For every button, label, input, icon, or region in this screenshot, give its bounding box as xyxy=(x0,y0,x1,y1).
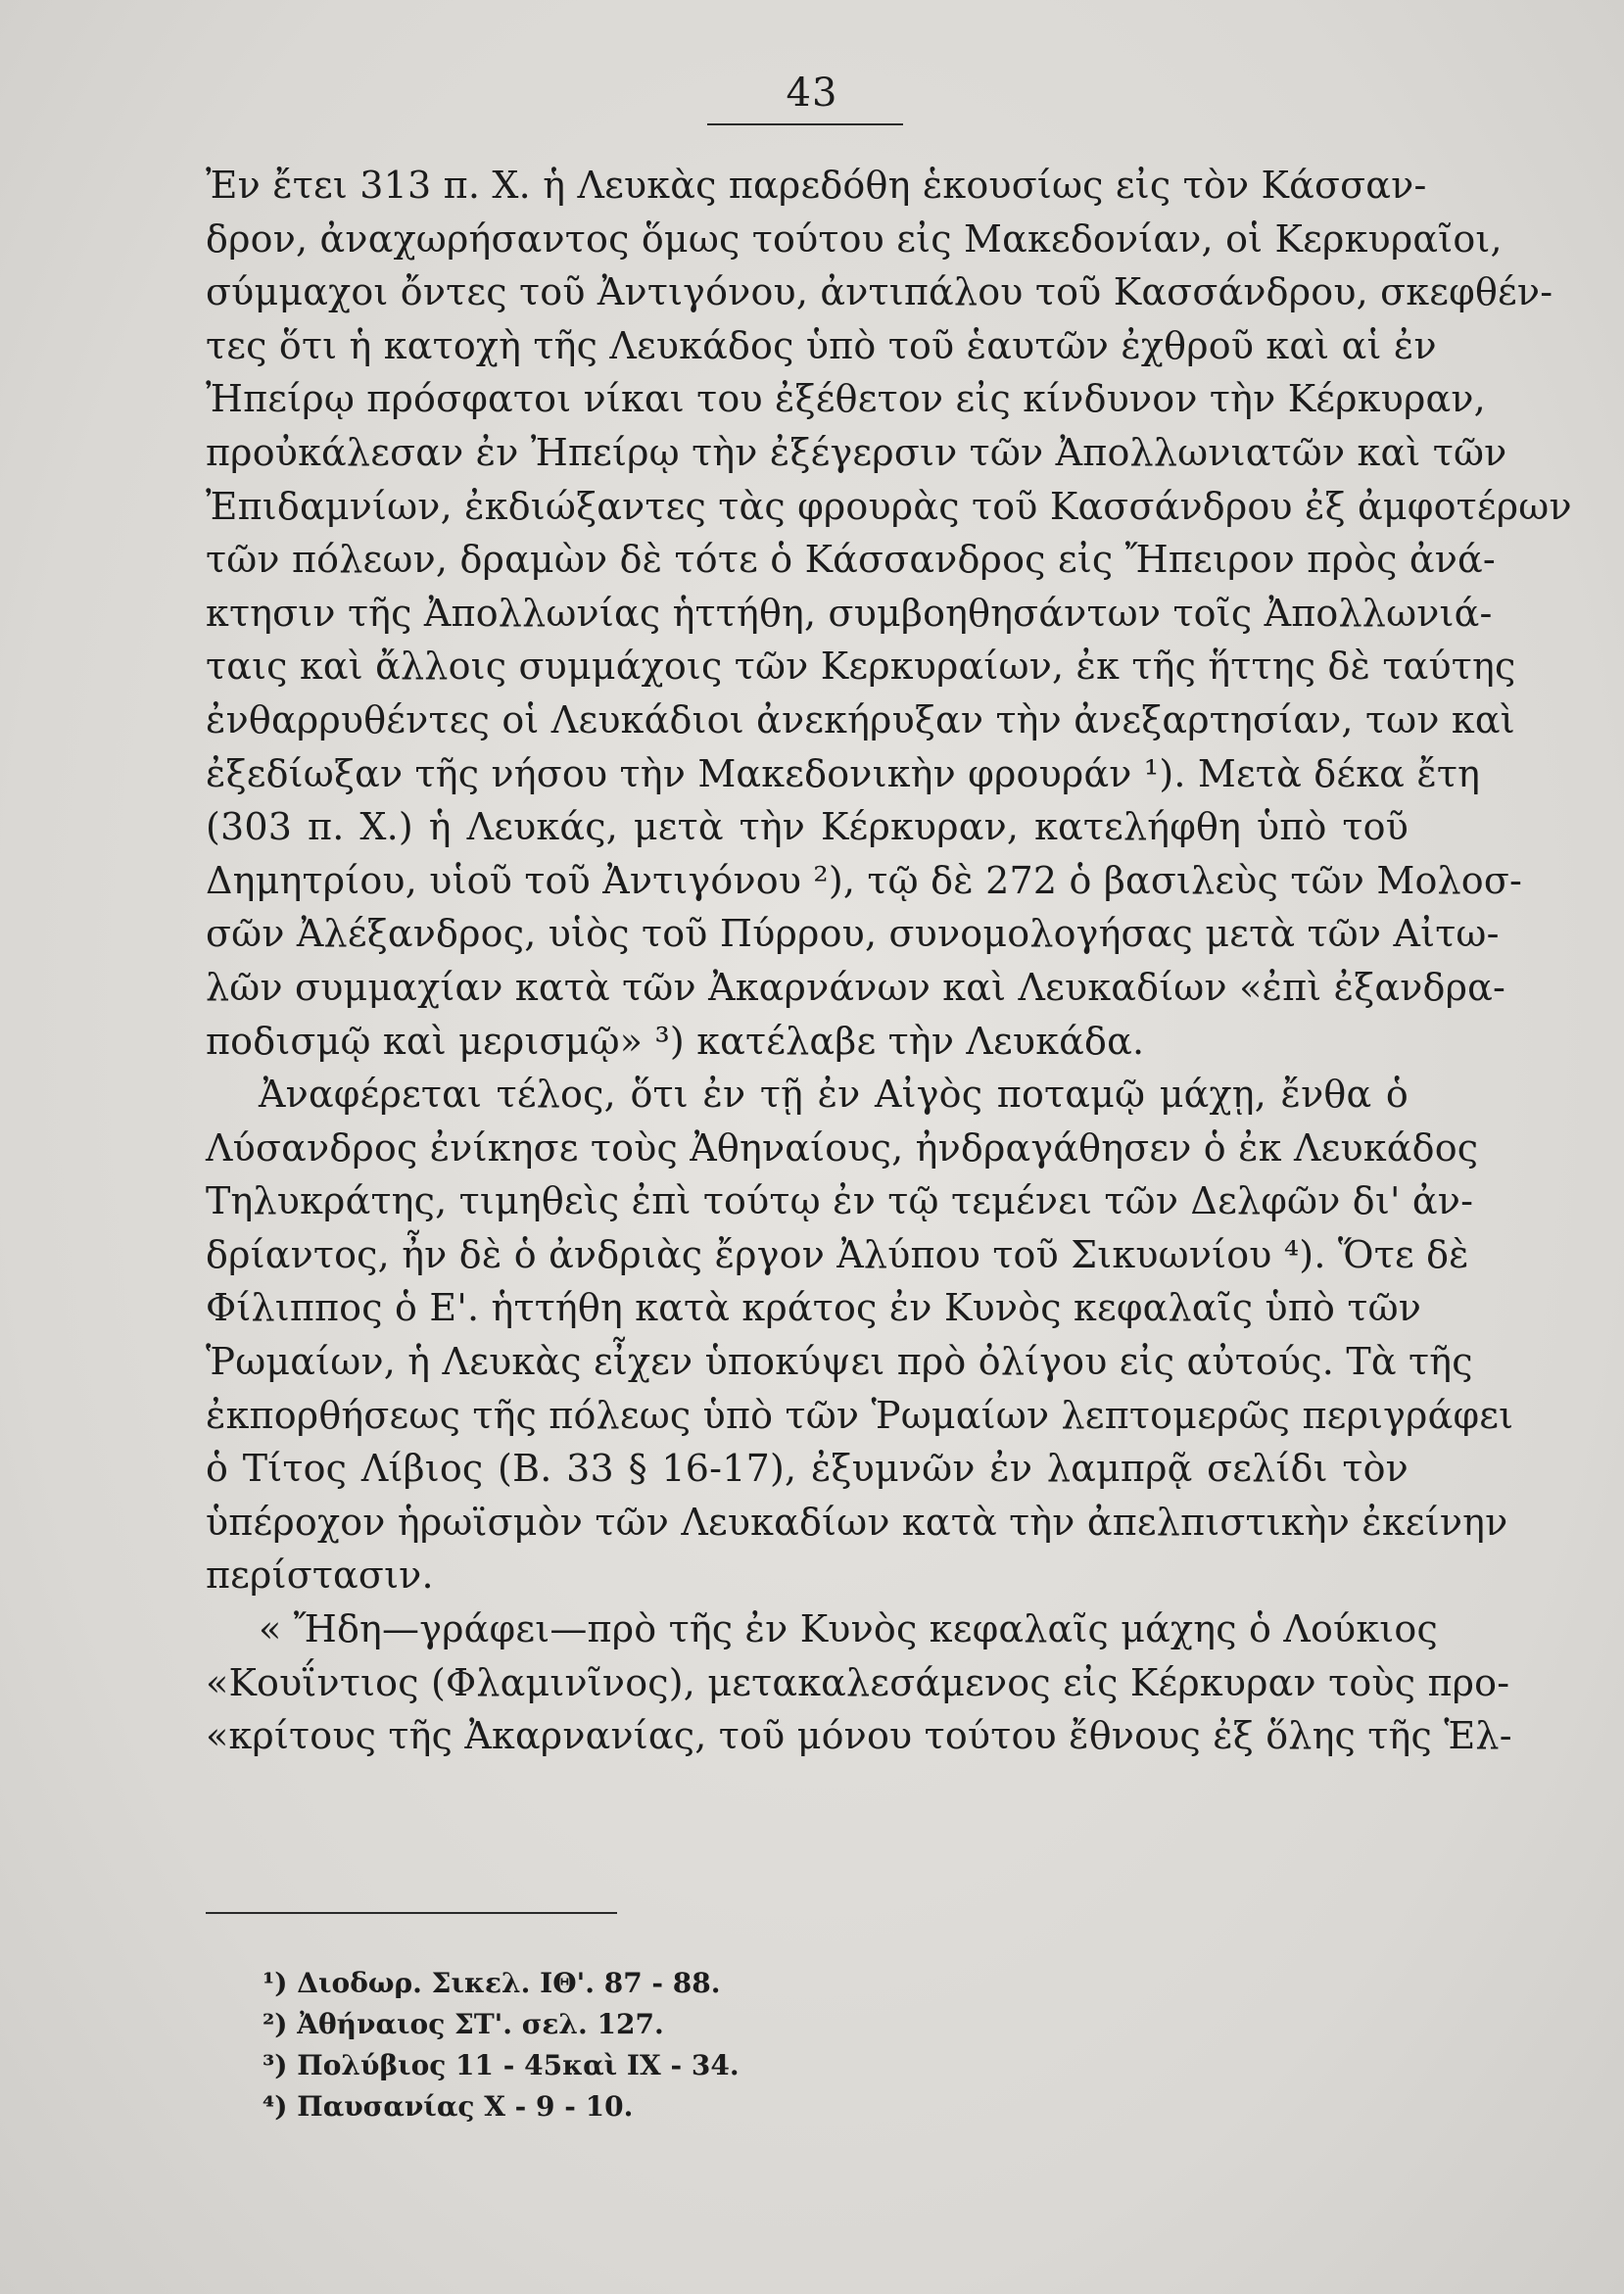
text-line: ὁ Τίτος Λίβιος (Β. 33 § 16-17), ἐξυμνῶν ἐν λαμπρᾷ σελίδι τὸν xyxy=(206,1447,1409,1491)
text-line: λῶν συμμαχίαν κατὰ τῶν Ἀκαρνάνων καὶ Λευκαδίων «ἐπὶ ἐξανδρα- xyxy=(206,965,1506,1009)
text-line: «Κουΐντιος (Φλαμινῖνος), μετακαλεσάμενος εἰς Κέρκυραν τοὺς προ- xyxy=(206,1660,1510,1704)
page-number-rule xyxy=(707,123,903,125)
text-line: Ἐν ἔτει 313 π. Χ. ἡ Λευκὰς παρεδόθη ἑκουσίως εἰς τὸν Κάσσαν- xyxy=(206,164,1427,207)
footnote-text: Ἀθήναιος ΣΤ'. σελ. 127. xyxy=(297,2008,664,2040)
text-line: κτησιν τῆς Ἀπολλωνίας ἡττήθη, συμβοηθησάντων τοῖς Ἀπολλωνιά- xyxy=(206,591,1493,635)
text-line: ὑπέροχον ἡρωϊσμὸν τῶν Λευκαδίων κατὰ τὴν ἀπελπιστικὴν ἐκείνην xyxy=(206,1500,1508,1544)
footnote-marker: ²) xyxy=(263,2008,288,2040)
footnote-rule xyxy=(206,1912,617,1914)
text-line: «κρίτους τῆς Ἀκαρνανίας, τοῦ μόνου τούτου ἔθνους ἐξ ὅλης τῆς Ἑλ- xyxy=(206,1714,1512,1758)
text-line: ταις καὶ ἄλλοις συμμάχοις τῶν Κερκυραίων, ἐκ τῆς ἥττης δὲ ταύτης xyxy=(206,645,1516,689)
text-line: Ἠπείρῳ πρόσφατοι νίκαι του ἐξέθετον εἰς κίνδυνον τὴν Κέρκυραν, xyxy=(206,377,1486,421)
footnotes xyxy=(263,1963,1046,2127)
footnote-text: Παυσανίας Χ - 9 - 10. xyxy=(297,2090,634,2123)
body-text xyxy=(206,159,1572,1763)
page-number: 43 xyxy=(786,71,838,116)
text-line: τῶν πόλεων, δραμὼν δὲ τότε ὁ Κάσσανδρος εἰς Ἤπειρον πρὸς ἀνά- xyxy=(206,538,1496,582)
text-line: Δημητρίου, υἱοῦ τοῦ Ἀντιγόνου ²), τῷ δὲ 272 ὁ βασιλεὺς τῶν Μολοσ- xyxy=(206,858,1523,902)
footnote-marker: ⁴) xyxy=(263,2090,288,2123)
text-line: Λύσανδρος ἐνίκησε τοὺς Ἀθηναίους, ἠνδραγάθησεν ὁ ἐκ Λευκάδος xyxy=(206,1125,1479,1170)
text-line: περίστασιν. xyxy=(206,1553,434,1598)
text-line: ἐνθαρρυθέντες οἱ Λευκάδιοι ἀνεκήρυξαν τὴν ἀνεξαρτησίαν, των καὶ xyxy=(206,697,1515,741)
text-line: σῶν Ἀλέξανδρος, υἱὸς τοῦ Πύρρου, συνομολογήσας μετὰ τῶν Αἰτω- xyxy=(206,912,1500,956)
text-line: Ἀναφέρεται τέλος, ὅτι ἐν τῇ ἐν Αἰγὸς ποταμῷ μάχῃ, ἔνθα ὁ xyxy=(259,1073,1409,1117)
footnote xyxy=(263,2086,1046,2127)
text-line: Ῥωμαίων, ἡ Λευκὰς εἶχεν ὑποκύψει πρὸ ὀλίγου εἰς αὐτούς. Τὰ τῆς xyxy=(206,1340,1473,1384)
footnote xyxy=(263,2004,1046,2045)
text-line: ἐκπορθήσεως τῆς πόλεως ὑπὸ τῶν Ῥωμαίων λεπτομερῶς περιγράφει xyxy=(206,1393,1514,1437)
footnote xyxy=(263,1963,1046,2004)
footnote xyxy=(263,2045,1046,2086)
text-line: Ἐπιδαμνίων, ἐκδιώξαντες τὰς φρουρὰς τοῦ Κασσάνδρου ἐξ ἀμφοτέρων xyxy=(206,484,1572,528)
text-line: προὐκάλεσαν ἐν Ἠπείρῳ τὴν ἐξέγερσιν τῶν Ἀπολλωνιατῶν καὶ τῶν xyxy=(206,430,1507,474)
text-line: « Ἤδη—γράφει—πρὸ τῆς ἐν Κυνὸς κεφαλαῖς μάχης ὁ Λούκιος xyxy=(259,1607,1438,1651)
text-line: Τηλυκράτης, τιμηθεὶς ἐπὶ τούτῳ ἐν τῷ τεμένει τῶν Δελφῶν δι' ἀν- xyxy=(206,1179,1474,1223)
text-line: (303 π. Χ.) ἡ Λευκάς, μετὰ τὴν Κέρκυραν, κατελήφθη ὑπὸ τοῦ xyxy=(206,805,1409,849)
text-line: δρίαντος, ἦν δὲ ὁ ἀνδριὰς ἔργον Ἀλύπου τοῦ Σικυωνίου ⁴). Ὅτε δὲ xyxy=(206,1232,1469,1276)
text-line: ἐξεδίωξαν τῆς νήσου τὴν Μακεδονικὴν φρουράν ¹). Μετὰ δέκα ἔτη xyxy=(206,751,1481,795)
footnote-text: Πολύβιος 11 - 45καὶ ΙΧ - 34. xyxy=(297,2049,740,2081)
footnote-marker: ¹) xyxy=(263,1967,288,1999)
footnote-text: Διοδωρ. Σικελ. ΙΘ'. 87 - 88. xyxy=(297,1967,721,1999)
text-line: δρον, ἀναχωρήσαντος ὅμως τούτου εἰς Μακεδονίαν, οἱ Κερκυραῖοι, xyxy=(206,216,1503,261)
footnote-marker: ³) xyxy=(263,2049,288,2081)
text-line: σύμμαχοι ὄντες τοῦ Ἀντιγόνου, ἀντιπάλου τοῦ Κασσάνδρου, σκεφθέν- xyxy=(206,270,1553,314)
text-line: ποδισμῷ καὶ μερισμῷ» ³) κατέλαβε τὴν Λευκάδα. xyxy=(206,1019,1145,1063)
text-line: Φίλιππος ὁ Ε'. ἡττήθη κατὰ κράτος ἐν Κυνὸς κεφαλαῖς ὑπὸ τῶν xyxy=(206,1286,1422,1330)
text-line: τες ὅτι ἡ κατοχὴ τῆς Λευκάδος ὑπὸ τοῦ ἑαυτῶν ἐχθροῦ καὶ αἱ ἐν xyxy=(206,323,1437,367)
